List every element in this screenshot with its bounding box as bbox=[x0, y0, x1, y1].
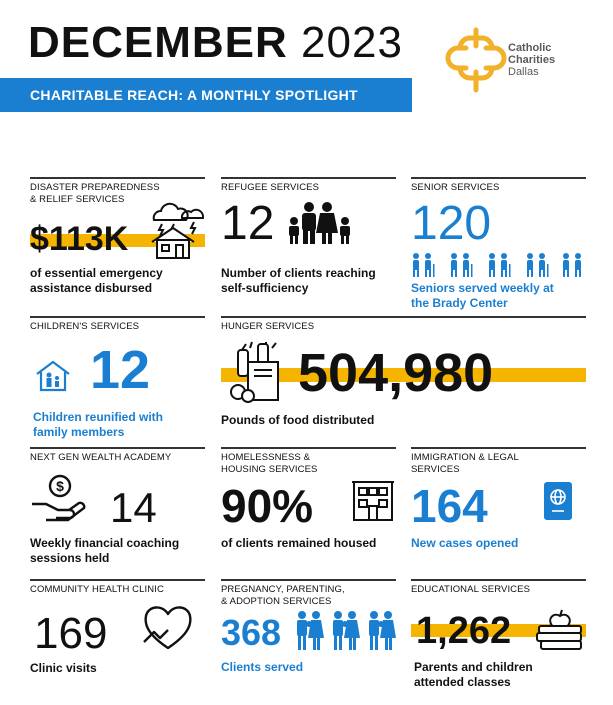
title-year: 2023 bbox=[301, 18, 403, 67]
logo-text bbox=[508, 42, 555, 78]
page-title bbox=[28, 18, 403, 68]
education-label: EDUCATIONAL SERVICES bbox=[411, 584, 531, 595]
children-caption: Children reunified with family members bbox=[33, 410, 164, 439]
immigration-label: IMMIGRATION & LEGAL SERVICES bbox=[411, 452, 519, 475]
children-label: CHILDREN'S SERVICES bbox=[30, 321, 140, 332]
homeless-label: HOMELESSNESS & HOUSING SERVICES bbox=[221, 452, 318, 475]
heart-hand-icon bbox=[140, 602, 196, 652]
family-icon bbox=[287, 201, 353, 245]
immigration-caption: New cases opened bbox=[411, 536, 519, 550]
disaster-label: DISASTER PREPAREDNESS & RELIEF SERVICES bbox=[30, 182, 160, 205]
hunger-label: HUNGER SERVICES bbox=[221, 321, 315, 332]
hunger-caption: Pounds of food distributed bbox=[221, 413, 375, 427]
children-value: 12 bbox=[90, 340, 151, 400]
homeless-value: 90% bbox=[221, 480, 314, 532]
subtitle-text: CHARITABLE REACH: A MONTHLY SPOTLIGHT bbox=[30, 87, 358, 103]
divider bbox=[411, 177, 586, 179]
couple-baby-icon bbox=[296, 610, 396, 652]
pregnancy-value: 368 bbox=[221, 612, 282, 653]
divider bbox=[221, 579, 396, 581]
title-month: DECEMBER bbox=[28, 18, 288, 67]
divider bbox=[30, 316, 205, 318]
clinic-value: 169 bbox=[34, 609, 108, 658]
house-icon bbox=[150, 226, 196, 260]
building-icon bbox=[351, 478, 395, 522]
senior-label: SENIOR SERVICES bbox=[411, 182, 500, 193]
immigration-value: 164 bbox=[411, 480, 488, 532]
divider bbox=[30, 447, 205, 449]
senior-caption: Seniors served weekly at the Brady Center bbox=[411, 281, 554, 310]
passport-icon bbox=[542, 480, 574, 522]
pregnancy-caption: Clients served bbox=[221, 660, 304, 674]
books-apple-icon bbox=[535, 602, 585, 652]
logo-line2: Charities bbox=[508, 54, 556, 66]
education-value: 1,262 bbox=[416, 610, 512, 652]
logo-line3: Dallas bbox=[508, 66, 539, 78]
refugee-label: REFUGEE SERVICES bbox=[221, 182, 320, 193]
refugee-caption: Number of clients reaching self-sufficiency bbox=[221, 266, 376, 295]
divider bbox=[221, 177, 396, 179]
education-caption: Parents and children attended classes bbox=[414, 660, 533, 689]
refugee-value: 12 bbox=[221, 197, 275, 250]
divider bbox=[30, 579, 205, 581]
logo-line1: Catholic bbox=[508, 42, 552, 54]
divider bbox=[411, 579, 586, 581]
disaster-caption: of essential emergency assistance disbursed bbox=[30, 266, 163, 295]
pregnancy-label: PREGNANCY, PARENTING, & ADOPTION SERVICES bbox=[221, 584, 345, 607]
nextgen-value: 14 bbox=[110, 484, 157, 531]
senior-icon bbox=[410, 252, 588, 278]
nextgen-label: NEXT GEN WEALTH ACADEMY bbox=[30, 452, 172, 463]
nextgen-caption: Weekly financial coaching sessions held bbox=[30, 536, 180, 565]
divider bbox=[221, 447, 396, 449]
divider bbox=[411, 447, 586, 449]
hunger-value: 504,980 bbox=[298, 343, 494, 403]
clinic-caption: Clinic visits bbox=[30, 661, 97, 675]
disaster-value: $113K bbox=[30, 220, 129, 258]
grocery-bag-icon bbox=[228, 340, 290, 404]
senior-value: 120 bbox=[411, 197, 492, 250]
coin-hand-icon bbox=[30, 474, 88, 524]
svg-text:$: $ bbox=[56, 478, 64, 494]
clinic-label: COMMUNITY HEALTH CLINIC bbox=[30, 584, 164, 595]
family-home-icon bbox=[35, 360, 71, 392]
homeless-caption: of clients remained housed bbox=[221, 536, 377, 550]
divider bbox=[30, 177, 205, 179]
divider bbox=[221, 316, 586, 318]
